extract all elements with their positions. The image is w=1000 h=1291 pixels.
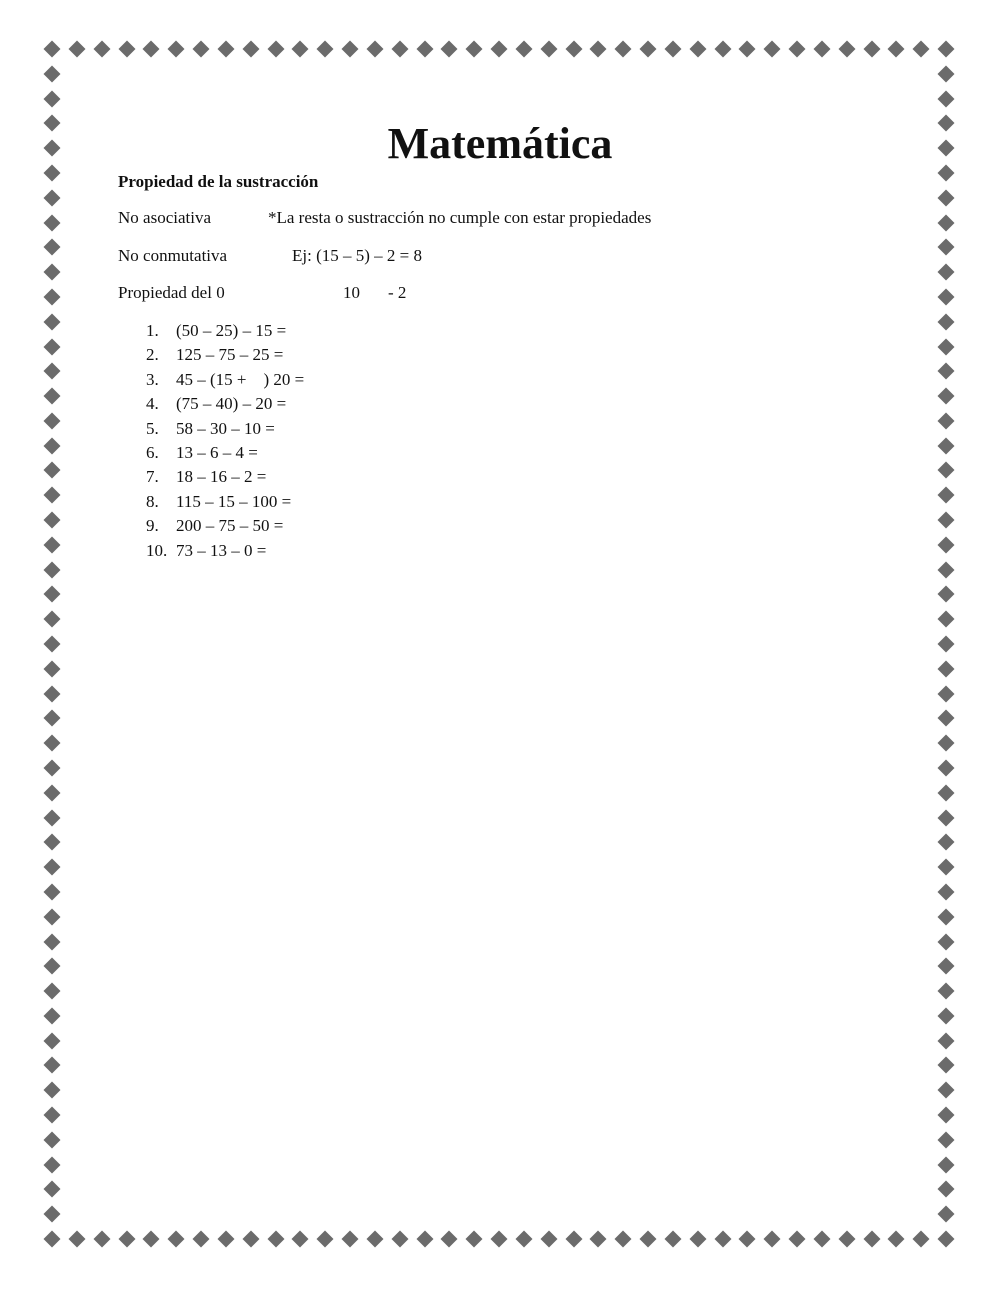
diamond-icon [664,41,681,58]
diamond-icon [938,883,955,900]
diamond-icon [938,1231,955,1248]
item-expression: 45 – (15 + ) 20 = [176,369,305,389]
diamond-icon [789,1231,806,1248]
diamond-icon [317,1231,334,1248]
diamond-icon [93,41,110,58]
diamond-icon [938,1181,955,1198]
diamond-icon [938,313,955,330]
diamond-icon [615,1231,632,1248]
item-expression: (50 – 25) – 15 = [176,321,287,340]
diamond-icon [938,1156,955,1173]
diamond-icon [640,1231,657,1248]
diamond-icon [44,264,61,281]
diamond-icon [888,1231,905,1248]
diamond-icon [938,437,955,454]
item-number: 8. [146,491,159,511]
property-detail: *La resta o sustracción no cumple con estar propiedades [268,208,652,227]
page-title: Matemática [387,119,613,168]
list-item [146,539,304,563]
diamond-icon [44,660,61,677]
diamond-icon [242,41,259,58]
diamond-icon [118,1231,135,1248]
diamond-icon [466,1231,483,1248]
diamond-icon [664,1231,681,1248]
diamond-icon [44,90,61,107]
diamond-icon [938,1082,955,1099]
diamond-icon [938,958,955,975]
diamond-icon [739,1231,756,1248]
diamond-icon [44,288,61,305]
diamond-icon [44,214,61,231]
diamond-icon [44,809,61,826]
diamond-icon [938,859,955,876]
diamond-icon [913,41,930,58]
diamond-icon [938,462,955,479]
diamond-icon [44,1206,61,1223]
diamond-icon [44,412,61,429]
list-item [146,319,304,343]
item-number: 6. [146,442,159,462]
property-name: No conmutativa [118,246,228,265]
diamond-icon [317,41,334,58]
diamond-icon [441,41,458,58]
diamond-icon [938,412,955,429]
diamond-icon [193,41,210,58]
diamond-icon [44,759,61,776]
diamond-icon [938,933,955,950]
diamond-icon [938,809,955,826]
diamond-icon [813,1231,830,1248]
diamond-icon [938,908,955,925]
diamond-icon [938,239,955,256]
diamond-icon [292,1231,309,1248]
diamond-icon [540,1231,557,1248]
diamond-icon [44,883,61,900]
diamond-icon [714,1231,731,1248]
diamond-icon [143,41,160,58]
diamond-icon [118,41,135,58]
diamond-icon [938,65,955,82]
diamond-icon [217,1231,234,1248]
diamond-icon [764,1231,781,1248]
diamond-icon [640,41,657,58]
diamond-icon [44,1181,61,1198]
item-number: 5. [146,418,159,438]
diamond-icon [68,1231,85,1248]
section-subtitle: Propiedad de la sustracción [118,172,319,191]
diamond-icon [441,1231,458,1248]
diamond-icon [938,586,955,603]
diamond-icon [838,41,855,58]
diamond-icon [491,41,508,58]
diamond-icon [168,1231,185,1248]
list-item [146,441,304,465]
list-item [146,392,304,416]
diamond-icon [863,1231,880,1248]
diamond-icon [888,41,905,58]
diamond-icon [44,784,61,801]
item-expression: 13 – 6 – 4 = [176,442,258,462]
diamond-icon [938,611,955,628]
diamond-icon [44,189,61,206]
diamond-icon [863,41,880,58]
diamond-icon [938,561,955,578]
diamond-icon [44,437,61,454]
diamond-icon [938,636,955,653]
diamond-icon [217,41,234,58]
diamond-icon [44,313,61,330]
item-number: 1. [146,321,159,340]
diamond-icon [938,264,955,281]
list-item [146,490,304,514]
diamond-icon [44,65,61,82]
diamond-icon [938,189,955,206]
diamond-icon [764,41,781,58]
diamond-icon [267,41,284,58]
diamond-icon [789,41,806,58]
diamond-icon [44,859,61,876]
diamond-icon [938,388,955,405]
diamond-icon [466,41,483,58]
diamond-icon [44,1082,61,1099]
diamond-icon [938,983,955,1000]
item-expression: 200 – 75 – 50 = [176,516,284,536]
diamond-icon [292,41,309,58]
diamond-icon [813,41,830,58]
diamond-icon [44,1032,61,1049]
diamond-icon [938,1057,955,1074]
diamond-icon [44,933,61,950]
diamond-icon [44,462,61,479]
diamond-icon [938,685,955,702]
diamond-icon [44,1057,61,1074]
diamond-icon [938,536,955,553]
item-number: 7. [146,467,159,487]
item-expression: 115 – 15 – 100 = [176,491,292,511]
list-item [146,465,304,489]
diamond-icon [938,735,955,752]
property-name: No asociativa [118,208,211,227]
diamond-icon [714,41,731,58]
list-item [146,368,304,392]
item-number: 3. [146,369,159,389]
diamond-icon [938,784,955,801]
diamond-icon [565,1231,582,1248]
exercise-list [146,319,304,563]
diamond-icon [838,1231,855,1248]
diamond-icon [739,41,756,58]
diamond-icon [44,685,61,702]
property-name: Propiedad del 0 [118,283,225,302]
item-number: 2. [146,345,159,365]
diamond-icon [689,41,706,58]
diamond-icon [44,735,61,752]
diamond-icon [938,1007,955,1024]
property-detail: Ej: (15 – 5) – 2 = 8 [292,246,422,265]
list-item [146,514,304,538]
diamond-icon [366,41,383,58]
diamond-icon [44,41,61,58]
diamond-icon [193,1231,210,1248]
diamond-icon [938,710,955,727]
diamond-icon [416,1231,433,1248]
item-expression: 125 – 75 – 25 = [176,345,284,365]
diamond-icon [938,487,955,504]
item-expression: 58 – 30 – 10 = [176,418,275,438]
diamond-icon [44,586,61,603]
diamond-icon [242,1231,259,1248]
diamond-icon [44,958,61,975]
diamond-icon [913,1231,930,1248]
diamond-icon [143,1231,160,1248]
diamond-icon [68,41,85,58]
diamond-icon [491,1231,508,1248]
diamond-icon [44,1231,61,1248]
diamond-icon [44,388,61,405]
diamond-icon [342,1231,359,1248]
diamond-icon [44,1007,61,1024]
item-number: 9. [146,516,159,536]
diamond-icon [44,1107,61,1124]
diamond-icon [391,41,408,58]
diamond-icon [938,363,955,380]
list-item [146,417,304,441]
diamond-icon [938,1131,955,1148]
diamond-icon [44,611,61,628]
diamond-icon [540,41,557,58]
diamond-icon [44,710,61,727]
diamond-icon [938,759,955,776]
item-expression: (75 – 40) – 20 = [176,394,287,414]
diamond-icon [44,1156,61,1173]
diamond-icon [689,1231,706,1248]
item-number: 10. [146,540,168,560]
property-detail-secondary: - 2 [388,283,407,302]
list-item [146,343,304,367]
diamond-icon [938,660,955,677]
diamond-icon [366,1231,383,1248]
diamond-icon [391,1231,408,1248]
diamond-icon [44,983,61,1000]
diamond-icon [938,834,955,851]
item-expression: 73 – 13 – 0 = [176,540,267,560]
property-detail: 10 [343,283,360,302]
diamond-icon [44,338,61,355]
diamond-icon [515,1231,532,1248]
diamond-icon [938,512,955,529]
diamond-icon [938,1107,955,1124]
diamond-icon [615,41,632,58]
diamond-icon [44,561,61,578]
diamond-icon [44,363,61,380]
item-number: 4. [146,394,159,414]
diamond-icon [590,41,607,58]
diamond-icon [515,41,532,58]
diamond-icon [44,512,61,529]
diamond-icon [938,1206,955,1223]
diamond-icon [938,90,955,107]
diamond-icon [590,1231,607,1248]
diamond-icon [44,487,61,504]
diamond-icon [938,41,955,58]
diamond-icon [938,338,955,355]
diamond-icon [44,536,61,553]
diamond-icon [342,41,359,58]
diamond-icon [938,288,955,305]
diamond-icon [565,41,582,58]
diamond-icon [168,41,185,58]
diamond-icon [44,239,61,256]
diamond-icon [416,41,433,58]
diamond-icon [267,1231,284,1248]
diamond-icon [938,1032,955,1049]
diamond-icon [44,834,61,851]
diamond-icon [44,908,61,925]
diamond-icon [44,1131,61,1148]
diamond-icon [44,636,61,653]
diamond-icon [938,214,955,231]
diamond-icon [93,1231,110,1248]
item-expression: 18 – 16 – 2 = [176,467,267,487]
